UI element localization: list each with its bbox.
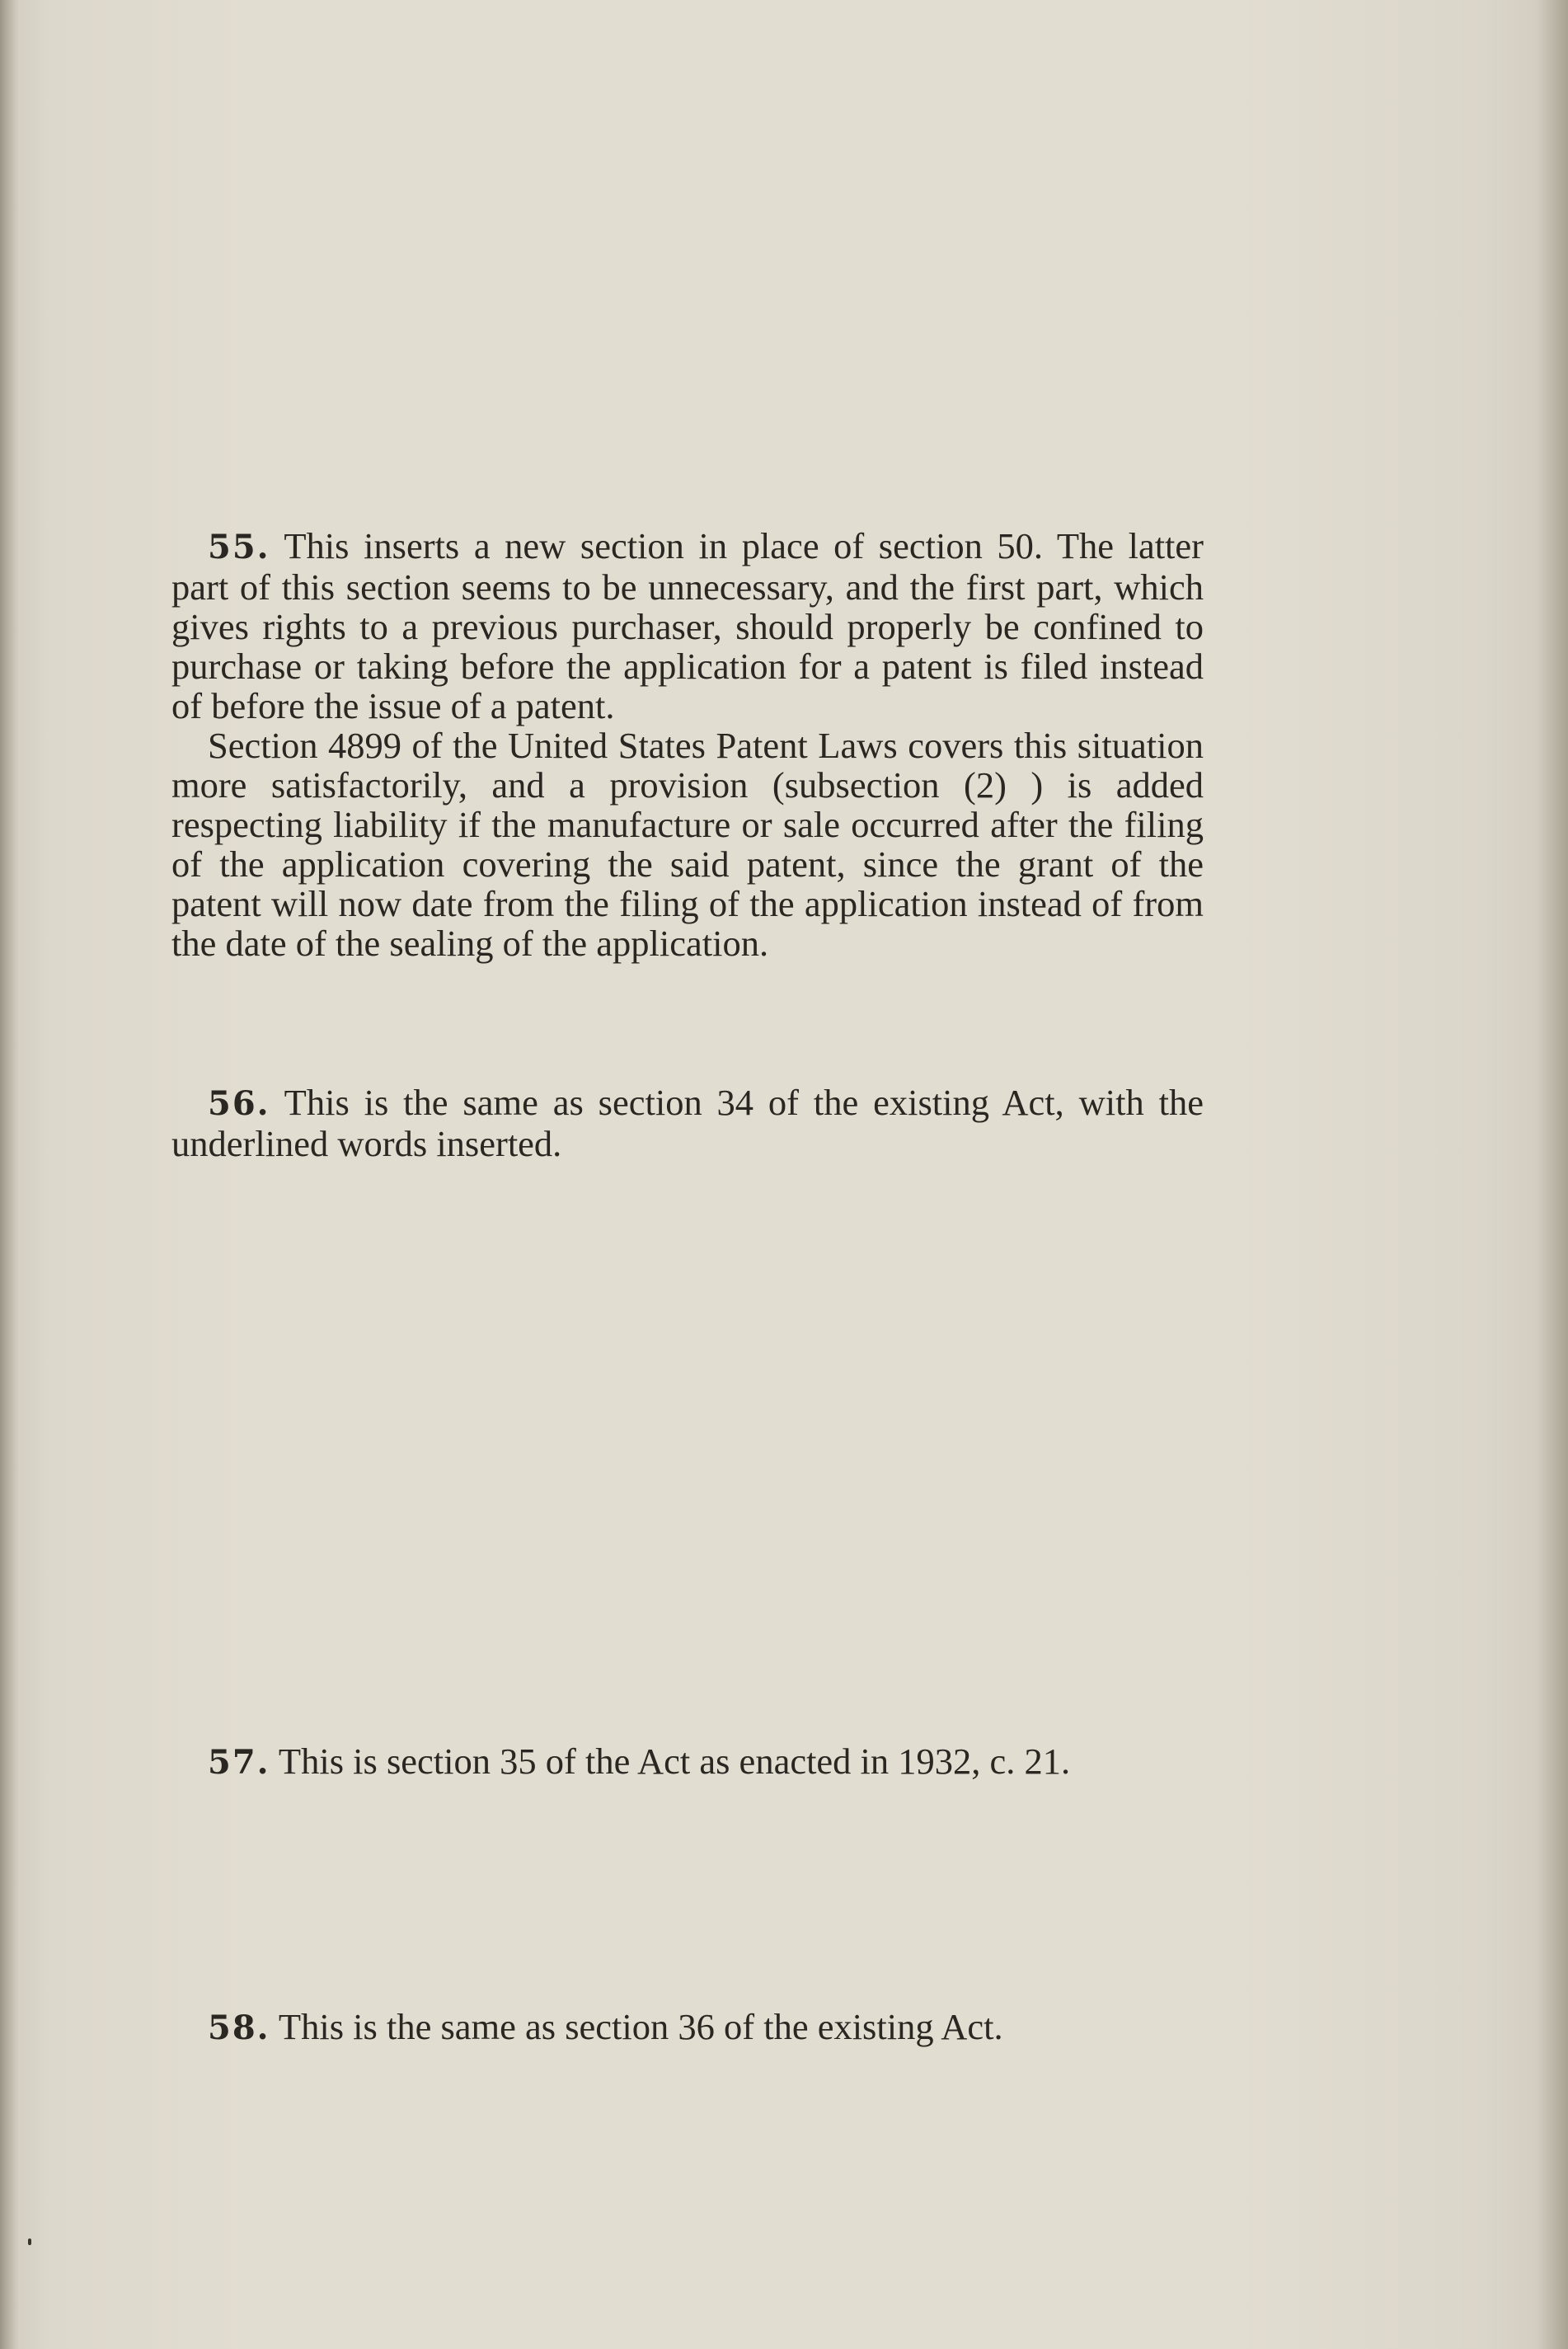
section-text: This is the same as section 36 of the existing Act.: [278, 2006, 1003, 2047]
section-number: 56.: [208, 1084, 270, 1123]
section-number: 58.: [208, 2008, 270, 2047]
section-55-paragraph-2: Section 4899 of the United States Patent Laws covers this situation more satisfactorily, and a provision (subsection (2) ) is added respecting liability if the manufacture or sale occurred after the filing of the application covering the said patent, since the grant of the patent will now date from the filing of the application instead of from the date of the sealing of the application.: [171, 725, 1204, 964]
section-56-paragraph: [171, 1083, 1204, 1163]
page-edge: [1535, 0, 1568, 2349]
section-57-paragraph: [171, 1741, 1204, 1783]
section-55-note: [171, 526, 1204, 963]
binding-shadow: [0, 0, 18, 2349]
section-text: This is section 35 of the Act as enacted in 1932, c. 21.: [278, 1741, 1071, 1782]
section-text: This inserts a new section in place of section 50. The latter part of this section seems to be unnecessary, and the first part, which gives rights to a previous purchaser, should properly be confined to purchase or taking before the application for a patent is filed instead of before the issue of a patent.: [171, 525, 1204, 726]
section-number: 55.: [208, 528, 270, 566]
section-56-note: [171, 1083, 1204, 1163]
section-58-paragraph: [171, 2007, 1204, 2048]
section-number: 57.: [208, 1743, 270, 1782]
section-text: This is the same as section 34 of the existing Act, with the underlined words inserted.: [171, 1082, 1204, 1164]
section-57-note: [171, 1741, 1204, 1783]
section-58-note: [171, 2007, 1204, 2048]
section-55-paragraph-1: [171, 526, 1204, 726]
ink-speck: [28, 2239, 31, 2245]
